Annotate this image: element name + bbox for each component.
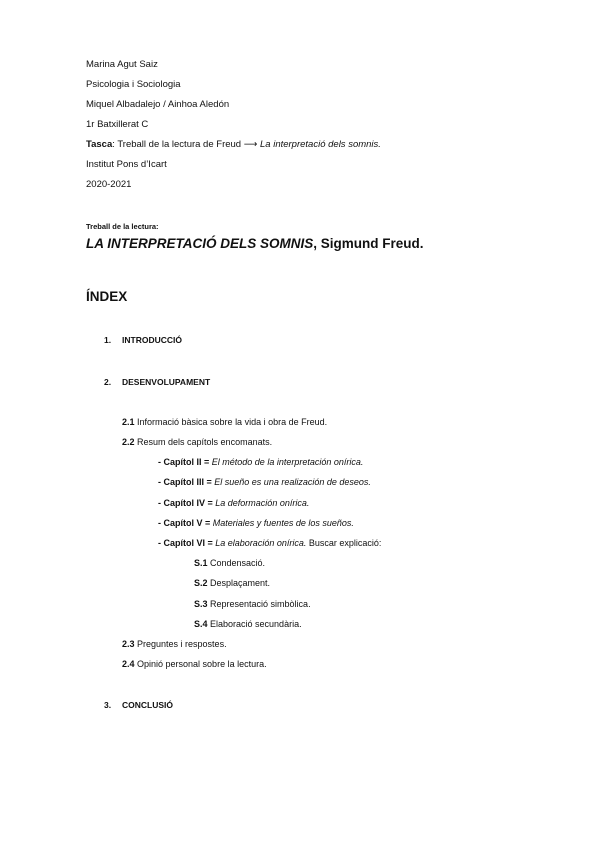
task-arrow: ⟶ <box>243 139 258 150</box>
point-number: S.3 <box>194 599 208 609</box>
author-name: Marina Agut Saiz <box>86 59 158 70</box>
chapter-title: El método de la interpretación onírica. <box>211 457 364 467</box>
chapter-title: Materiales y fuentes de los sueños. <box>212 518 354 528</box>
subsection-text: Opinió personal sobre la lectura. <box>134 659 267 669</box>
chapter-iv <box>158 498 309 508</box>
task-label: Tasca <box>86 139 113 150</box>
subsection-2-4 <box>122 659 267 669</box>
section-desenvolupament <box>104 377 210 387</box>
point-number: S.1 <box>194 558 208 568</box>
subsection-text: Resum dels capítols encomanats. <box>134 437 273 447</box>
section-number: 2. <box>104 377 112 387</box>
subsection-2-1 <box>122 417 327 427</box>
section-number: 3. <box>104 700 112 710</box>
point-text: Desplaçament. <box>207 578 271 588</box>
chapter-label: - Capítol III = <box>158 477 212 487</box>
subsection-number: 2.2 <box>122 437 135 447</box>
chapter-iii <box>158 477 371 487</box>
chapter-vi <box>158 538 381 548</box>
teachers-names: Miquel Albadalejo / Ainhoa Aledón <box>86 99 230 110</box>
subsection-number: 2.1 <box>122 417 135 427</box>
chapter-label: - Capítol II = <box>158 457 210 467</box>
section-label: DESENVOLUPAMENT <box>122 377 211 387</box>
school-year: 2020-2021 <box>86 179 132 190</box>
subsection-text: Preguntes i respostes. <box>134 639 227 649</box>
chapter-title: El sueño es una realización de deseos. <box>214 477 371 487</box>
chapter-title: La elaboración onírica. <box>215 538 307 548</box>
point-s3 <box>194 599 311 609</box>
task-text: : Treball de la lectura de Freud <box>112 139 244 150</box>
chapter-v <box>158 518 354 528</box>
subsection-text: Informació bàsica sobre la vida i obra de Freud. <box>134 417 328 427</box>
subsection-2-3 <box>122 639 227 649</box>
section-introduccio <box>104 335 182 345</box>
subsection-number: 2.4 <box>122 659 135 669</box>
section-number: 1. <box>104 335 112 345</box>
point-number: S.2 <box>194 578 208 588</box>
subject-name: Psicologia i Sociologia <box>86 79 181 90</box>
point-text: Condensació. <box>207 558 266 568</box>
section-conclusio <box>104 700 173 710</box>
task-book: La interpretació dels somnis. <box>260 139 381 150</box>
index-heading: ÍNDEX <box>86 289 128 304</box>
chapter-label: - Capítol VI = <box>158 538 213 548</box>
document-title <box>86 236 424 251</box>
point-text: Elaboració secundària. <box>207 619 302 629</box>
point-s1 <box>194 558 265 568</box>
school-name: Institut Pons d’Icart <box>86 159 167 170</box>
chapter-ii <box>158 457 363 467</box>
section-label: CONCLUSIÓ <box>122 700 173 710</box>
book-author: , Sigmund Freud. <box>313 236 424 251</box>
subsection-number: 2.3 <box>122 639 135 649</box>
point-number: S.4 <box>194 619 208 629</box>
chapter-label: - Capítol IV = <box>158 498 213 508</box>
chapter-title: La deformación onírica. <box>215 498 310 508</box>
work-subtitle: Treball de la lectura: <box>86 222 159 231</box>
course-name: 1r Batxillerat C <box>86 119 149 130</box>
chapter-note: Buscar explicació: <box>306 538 382 548</box>
point-text: Representació simbòlica. <box>207 599 311 609</box>
task-line <box>86 139 381 151</box>
point-s2 <box>194 578 270 588</box>
section-label: INTRODUCCIÓ <box>122 335 182 345</box>
point-s4 <box>194 619 302 629</box>
subsection-2-2 <box>122 437 272 447</box>
book-title: LA INTERPRETACIÓ DELS SOMNIS <box>86 236 314 251</box>
chapter-label: - Capítol V = <box>158 518 211 528</box>
